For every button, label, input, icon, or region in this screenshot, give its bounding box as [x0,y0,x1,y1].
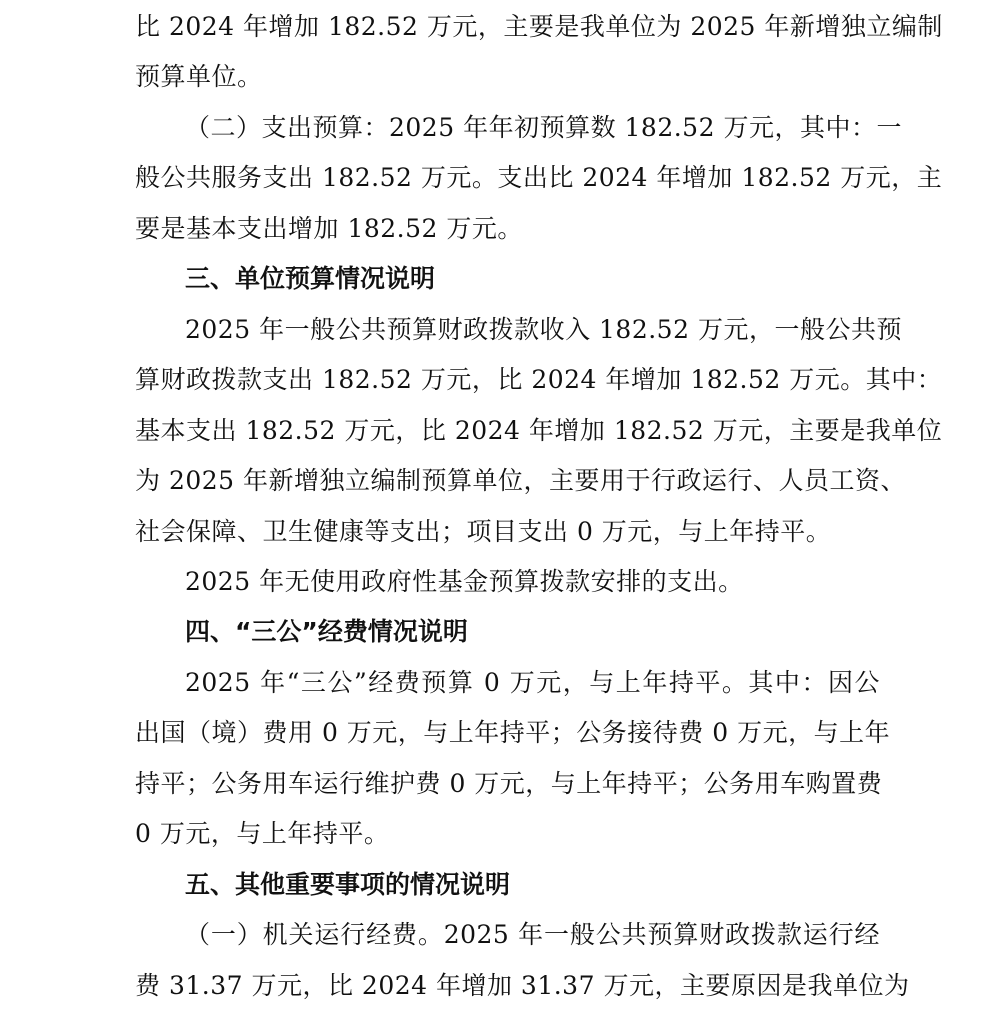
body-text-line: 2025 年一般公共预算财政拨款收入 182.52 万元，一般公共预 [185,315,902,344]
body-text-line: 要是基本支出增加 182.52 万元。 [135,214,523,243]
subsection-expenditure-budget: （二）支出预算：2025 年年初预算数 182.52 万元，其中：一 [185,113,902,142]
body-text-line: 2025 年“三公”经费预算 0 万元，与上年持平。其中：因公 [185,668,880,697]
section-heading-other-matters: 五、其他重要事项的情况说明 [185,870,511,899]
body-text-line: 社会保障、卫生健康等支出；项目支出 0 万元，与上年持平。 [135,517,832,546]
body-text-line: 持平；公务用车运行维护费 0 万元，与上年持平；公务用车购置费 [135,769,883,798]
body-text-line: 比 2024 年增加 182.52 万元，主要是我单位为 2025 年新增独立编制 [135,12,943,41]
body-text-line: 费 31.37 万元，比 2024 年增加 31.37 万元，主要原因是我单位为 [135,971,910,1000]
body-text-line: 2025 年无使用政府性基金预算拨款安排的支出。 [185,567,744,596]
body-text-line: 算财政拨款支出 182.52 万元，比 2024 年增加 182.52 万元。其中： [135,365,943,394]
section-heading-three-public-expenses: 四、“三公”经费情况说明 [185,617,468,646]
subsection-agency-operating-funds: （一）机关运行经费。2025 年一般公共预算财政拨款运行经 [185,920,880,949]
body-text-line: 0 万元，与上年持平。 [135,819,390,848]
section-heading-unit-budget: 三、单位预算情况说明 [185,264,436,293]
body-text-line: 预算单位。 [135,62,263,91]
body-text-line: 般公共服务支出 182.52 万元。支出比 2024 年增加 182.52 万元，主 [135,163,943,192]
body-text-line: 基本支出 182.52 万元，比 2024 年增加 182.52 万元，主要是我单位 [135,416,943,445]
body-text-line: 为 2025 年新增独立编制预算单位，主要用于行政运行、人员工资、 [135,466,907,495]
body-text-line: 出国（境）费用 0 万元，与上年持平；公务接待费 0 万元，与上年 [135,718,891,747]
